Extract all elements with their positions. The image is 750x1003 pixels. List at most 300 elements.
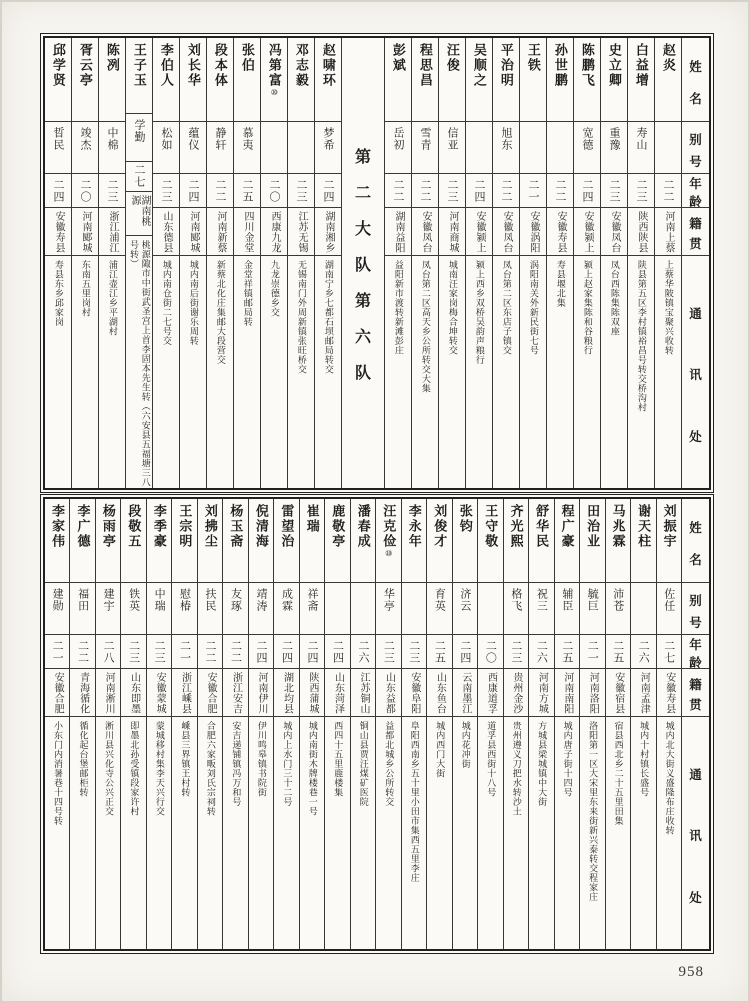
age-cell [223, 635, 247, 669]
age-cell [45, 174, 71, 208]
name-cell [172, 499, 196, 583]
age-cell [478, 635, 502, 669]
person-address: 浦江壶江乡平湖村 [107, 260, 118, 336]
roster-entry-column [574, 38, 601, 488]
person-age: 二五 [560, 639, 573, 664]
person-alias: 华亭 [382, 588, 395, 612]
age-cell [99, 174, 125, 208]
person-name: 段敬五 [126, 504, 142, 549]
address-cell [574, 256, 600, 488]
person-address: 城内北大街义盛隆布庄收转 [664, 721, 675, 835]
alias-cell [555, 583, 579, 635]
person-age: 二〇 [484, 639, 497, 664]
name-cell [385, 38, 411, 122]
roster-entry-column [147, 499, 172, 949]
person-alias: 学勤 [133, 119, 145, 144]
person-name: 雷望治 [279, 504, 295, 549]
header-native-label: 籍 贯 [689, 677, 702, 713]
alias-cell [580, 583, 604, 635]
name-cell [412, 38, 438, 122]
person-age: 二〇 [268, 178, 280, 203]
native-cell [574, 208, 600, 256]
native-cell [207, 208, 233, 256]
address-cell [606, 717, 630, 949]
address-cell [288, 256, 314, 488]
age-cell [631, 635, 655, 669]
address-cell [72, 256, 98, 488]
age-cell [376, 635, 400, 669]
person-age: 二六 [535, 639, 548, 664]
address-cell [45, 717, 69, 949]
native-cell [45, 669, 69, 717]
person-age: 二四 [458, 639, 471, 664]
person-alias: 静轩 [214, 127, 226, 151]
roster-entry-column [45, 38, 72, 488]
name-cell [601, 38, 627, 122]
person-native-place: 四川金堂 [242, 211, 253, 253]
age-cell [121, 635, 145, 669]
roster-entry-column [45, 499, 70, 949]
person-native-place: 河南南阳 [561, 672, 573, 714]
alias-cell [153, 122, 179, 174]
alias-cell [72, 122, 98, 174]
roster-entry-column [315, 38, 342, 488]
header-cell [682, 256, 709, 488]
alias-cell [351, 583, 375, 635]
person-name: 程思昌 [417, 43, 433, 88]
roster-entry-column [520, 38, 547, 488]
person-native-place: 河南郾城 [80, 211, 91, 253]
alias-cell [223, 583, 247, 635]
name-cell [555, 499, 579, 583]
person-address: 颍上西乡双桥吴韵声粮行 [474, 260, 485, 365]
age-cell [288, 174, 314, 208]
roster-entry-column [376, 499, 401, 949]
squad-divider-label: 第 二 大 队 第 六 队 [354, 148, 371, 382]
age-cell [207, 174, 233, 208]
person-name: 刘振宇 [661, 504, 677, 549]
roster-entry-column [126, 38, 153, 488]
name-cell [72, 38, 98, 122]
alias-cell [70, 583, 94, 635]
person-native-place: 河南伊川 [256, 672, 267, 714]
name-cell [631, 499, 655, 583]
native-cell [172, 669, 196, 717]
row-header-column [682, 499, 709, 949]
row-header-column [682, 38, 709, 488]
native-cell [70, 669, 94, 717]
roster-entry-column [207, 38, 234, 488]
native-cell [315, 208, 341, 256]
header-address-label: 通 讯 处 [689, 306, 702, 444]
person-age: 二六 [637, 639, 650, 664]
person-alias: 祝三 [535, 588, 548, 612]
name-cell [580, 499, 604, 583]
native-cell [198, 669, 222, 717]
roster-entry-column [601, 38, 628, 488]
person-age: 二七 [133, 164, 145, 189]
native-cell [493, 208, 519, 256]
person-age: 二三 [446, 178, 458, 203]
person-name: 汪克俭⑩ [381, 504, 397, 558]
person-native-place: 云南墨江 [459, 672, 471, 714]
name-cell [493, 38, 519, 122]
name-cell [45, 38, 71, 122]
name-cell [223, 499, 247, 583]
person-address: 安吉递铺镇冯万和号 [231, 721, 242, 807]
age-cell [153, 174, 179, 208]
native-cell [439, 208, 465, 256]
person-age: 二二 [662, 178, 674, 203]
person-native-place: 河南郾城 [188, 211, 199, 253]
header-cell [682, 669, 709, 717]
roster-entry-column [478, 499, 503, 949]
person-native-place: 浙江浦江 [107, 211, 118, 253]
person-alias: 重豫 [608, 127, 620, 151]
header-cell [682, 717, 709, 949]
roster-entry-column [555, 499, 580, 949]
age-cell [655, 174, 681, 208]
roster-entry-column [493, 38, 520, 488]
name-cell [207, 38, 233, 122]
age-cell [261, 174, 287, 208]
person-alias: 旭东 [500, 127, 512, 151]
address-cell [315, 256, 341, 488]
name-cell [547, 38, 573, 122]
person-alias: 毓巨 [586, 588, 599, 612]
native-cell [180, 208, 206, 256]
person-address: 陕县第五区李村镇裕昌号转交桥沟村 [636, 260, 647, 412]
native-cell [657, 669, 681, 717]
address-cell [439, 256, 465, 488]
name-cell [657, 499, 681, 583]
alias-cell [121, 583, 145, 635]
person-age: 二二 [204, 639, 217, 664]
person-address: 凤台西陈集陈双座 [609, 260, 620, 336]
person-address: 蒙城移村集李天兴行交 [154, 721, 165, 816]
address-cell [547, 256, 573, 488]
address-cell [207, 256, 233, 488]
alias-cell [172, 583, 196, 635]
person-native-place: 安徽凤台 [420, 211, 431, 253]
header-alias-label: 别 号 [689, 594, 702, 630]
header-cell [682, 38, 709, 122]
age-cell [147, 635, 171, 669]
address-cell [121, 717, 145, 949]
person-name: 鹿敬亭 [330, 504, 346, 549]
alias-cell [439, 122, 465, 174]
person-age: 二三 [295, 178, 307, 203]
person-age: 二二 [392, 178, 404, 203]
person-address: 凤台第二区高天乡公所转交大集 [420, 260, 431, 393]
person-alias: 寿山 [635, 127, 647, 151]
person-native-place: 安徽蒙城 [154, 672, 166, 714]
person-age: 二一 [586, 639, 599, 664]
age-cell [172, 635, 196, 669]
address-cell [351, 717, 375, 949]
roster-entry-column [628, 38, 655, 488]
person-alias: 济云 [458, 588, 471, 612]
person-age: 二六 [356, 639, 369, 664]
person-age: 二三 [509, 639, 522, 664]
roster-entry-column [655, 38, 682, 488]
person-address: 城内南仓街二七号交 [161, 260, 172, 346]
person-native-place: 安徽寿县 [555, 211, 566, 253]
person-alias: 中瑞 [153, 588, 166, 612]
age-cell [529, 635, 553, 669]
person-age: 二七 [662, 639, 675, 664]
person-native-place: 河南上蔡 [663, 211, 674, 253]
native-cell [99, 208, 125, 256]
person-name: 段本体 [212, 43, 228, 88]
person-address: 新蔡北化庄集邮大段营交 [215, 260, 226, 365]
person-name: 白益增 [633, 43, 649, 88]
person-address: 淅川县兴化寺公兴正交 [103, 721, 114, 816]
address-cell [70, 717, 94, 949]
address-cell [126, 236, 152, 488]
person-alias: 建宇 [102, 588, 115, 612]
age-cell [70, 635, 94, 669]
person-address: 道孚县西街十八号 [486, 721, 497, 797]
person-name: 舒华民 [534, 504, 550, 549]
person-name: 孙世鹏 [552, 43, 568, 88]
person-name: 平治明 [498, 43, 514, 88]
roster-entry-column [439, 38, 466, 488]
person-native-place: 安徽凤台 [501, 211, 512, 253]
native-cell [466, 208, 492, 256]
person-name: 吴顺之 [471, 43, 487, 88]
person-address: 益都北城乡公所转交 [384, 721, 395, 807]
person-alias: 扶民 [204, 588, 217, 612]
person-address: 寿县东乡邱家岗 [53, 260, 64, 327]
person-name: 田治业 [585, 504, 601, 549]
person-address: 凤台第二区东店子镇交 [501, 260, 512, 355]
person-native-place: 安徽宿县 [612, 672, 624, 714]
name-cell [504, 499, 528, 583]
person-name: 王子玉 [131, 43, 147, 88]
native-cell [385, 208, 411, 256]
alias-cell [520, 122, 546, 174]
person-address: 金堂祥镇邮局转 [242, 260, 253, 327]
person-name: 杨雨亭 [100, 504, 116, 549]
person-native-place: 河南淅川 [103, 672, 115, 714]
address-cell [631, 717, 655, 949]
person-age: 二四 [305, 639, 318, 664]
age-cell [601, 174, 627, 208]
person-age: 二八 [102, 639, 115, 664]
native-cell [223, 669, 247, 717]
address-cell [655, 256, 681, 488]
person-age: 二四 [187, 178, 199, 203]
address-cell [580, 717, 604, 949]
person-address: 即墨北孙受镇段家许村 [129, 721, 140, 816]
person-native-place: 湖南益阳 [393, 211, 404, 253]
roster-entry-column [325, 499, 350, 949]
name-cell [427, 499, 451, 583]
roster-entry-column [631, 499, 656, 949]
person-age: 二二 [419, 178, 431, 203]
person-name: 彭斌 [390, 43, 406, 73]
age-cell [402, 635, 426, 669]
name-cell [351, 499, 375, 583]
person-address: 循化起台堡邮柜转 [78, 721, 89, 797]
person-name: 赵炎 [660, 43, 676, 73]
age-cell [427, 635, 451, 669]
roster-entry-column [72, 38, 99, 488]
roster-entry-column [172, 499, 197, 949]
person-alias: 辅臣 [560, 588, 573, 612]
person-address: 西四十五里鹿楼集 [333, 721, 344, 797]
table-inner-frame [43, 36, 711, 490]
age-cell [300, 635, 324, 669]
roster-entry-column [153, 38, 180, 488]
alias-cell [325, 583, 349, 635]
alias-cell [261, 122, 287, 174]
age-cell [274, 635, 298, 669]
person-alias: 格飞 [509, 588, 522, 612]
roster-entry-column [580, 499, 605, 949]
person-name: 冯第富⑩ [266, 43, 282, 97]
person-native-place: 山东菏泽 [332, 672, 344, 714]
age-cell [574, 174, 600, 208]
address-cell [402, 717, 426, 949]
name-cell [234, 38, 260, 122]
person-address: 城南汪家岗梅合坤转交 [447, 260, 458, 355]
header-age-label: 年 龄 [689, 638, 702, 669]
name-cell [478, 499, 502, 583]
address-cell [96, 717, 120, 949]
alias-cell [601, 122, 627, 174]
person-address: 贵州遵义刀把水转沙土 [511, 721, 522, 816]
person-age: 二五 [611, 639, 624, 664]
alias-cell [198, 583, 222, 635]
header-age-label: 年 龄 [689, 177, 702, 208]
alias-cell [529, 583, 553, 635]
person-alias: 蕴仪 [187, 127, 199, 151]
age-cell [504, 635, 528, 669]
person-alias: 靖涛 [255, 588, 267, 612]
native-cell [376, 669, 400, 717]
person-age: 二三 [635, 178, 647, 203]
address-cell [385, 256, 411, 488]
native-cell [504, 669, 528, 717]
age-cell [412, 174, 438, 208]
age-cell [580, 635, 604, 669]
person-address: 小东门内消暑巷十四号转 [52, 721, 63, 826]
native-cell [153, 208, 179, 256]
name-cell [99, 38, 125, 122]
annotation-mark: ⑩ [384, 549, 394, 558]
name-cell [261, 38, 287, 122]
roster-entry-column [453, 499, 478, 949]
person-name: 陈鹏飞 [579, 43, 595, 88]
age-cell [180, 174, 206, 208]
person-age: 二一 [178, 639, 191, 664]
person-age: 二二 [76, 639, 89, 664]
name-cell [288, 38, 314, 122]
age-cell [520, 174, 546, 208]
person-alias: 友琢 [229, 588, 242, 612]
roster-entry-column [99, 38, 126, 488]
person-address: 寿县堰北集 [555, 260, 566, 308]
name-cell [300, 499, 324, 583]
person-native-place: 湖南桃源 [129, 195, 150, 227]
person-alias: 铁英 [127, 588, 140, 612]
name-cell [274, 499, 298, 583]
name-cell [315, 38, 341, 122]
address-cell [628, 256, 654, 488]
alias-cell [300, 583, 324, 635]
person-native-place: 河南新蔡 [215, 211, 226, 253]
person-address: 城内花冲街 [460, 721, 471, 769]
age-cell [555, 635, 579, 669]
alias-cell [96, 583, 120, 635]
person-address: 涡阳南关外新民街七号 [528, 260, 539, 355]
person-address: 城内西门大街 [435, 721, 446, 778]
alias-cell [606, 583, 630, 635]
header-cell [682, 208, 709, 256]
age-cell [547, 174, 573, 208]
person-age: 二一 [51, 639, 64, 664]
roster-entry-column [70, 499, 95, 949]
person-age: 二二 [500, 178, 512, 203]
person-address: 城内十村镇长盛号 [639, 721, 650, 797]
person-alias: 福田 [76, 588, 89, 612]
name-cell [180, 38, 206, 122]
alias-cell [180, 122, 206, 174]
person-native-place: 西康道孚 [485, 672, 497, 714]
native-cell [453, 669, 477, 717]
person-alias: 竣杰 [79, 127, 91, 151]
native-cell [261, 208, 287, 256]
person-name: 王铁 [525, 43, 541, 73]
person-native-place: 安徽寿县 [663, 672, 675, 714]
person-name: 刘俊才 [432, 504, 448, 549]
person-name: 潘春成 [355, 504, 371, 549]
age-cell [126, 162, 152, 193]
alias-cell [147, 583, 171, 635]
name-cell [439, 38, 465, 122]
native-cell [631, 669, 655, 717]
header-address-label: 通 讯 处 [689, 767, 702, 905]
address-cell [180, 256, 206, 488]
roster-entry-column [300, 499, 325, 949]
person-address: 铜山县贾汪煤矿医院 [358, 721, 369, 807]
name-cell [453, 499, 477, 583]
person-native-place: 河南商城 [447, 211, 458, 253]
roster-entry-column [274, 499, 299, 949]
alias-cell [631, 583, 655, 635]
address-cell [325, 717, 349, 949]
name-cell [325, 499, 349, 583]
address-cell [261, 256, 287, 488]
person-alias: 育英 [433, 588, 446, 612]
roster-entry-column [412, 38, 439, 488]
name-cell [45, 499, 69, 583]
person-address: 湖南宁乡七都石坝邮局转交 [323, 260, 334, 374]
person-name: 谢天柱 [636, 504, 652, 549]
address-cell [601, 256, 627, 488]
name-cell [402, 499, 426, 583]
address-cell [223, 717, 247, 949]
person-alias: 梦希 [322, 127, 334, 151]
person-name: 邱学贤 [50, 43, 66, 88]
alias-cell [547, 122, 573, 174]
name-cell [376, 499, 400, 583]
roster-entry-column [288, 38, 315, 488]
native-cell [547, 208, 573, 256]
person-name: 李永年 [406, 504, 422, 549]
